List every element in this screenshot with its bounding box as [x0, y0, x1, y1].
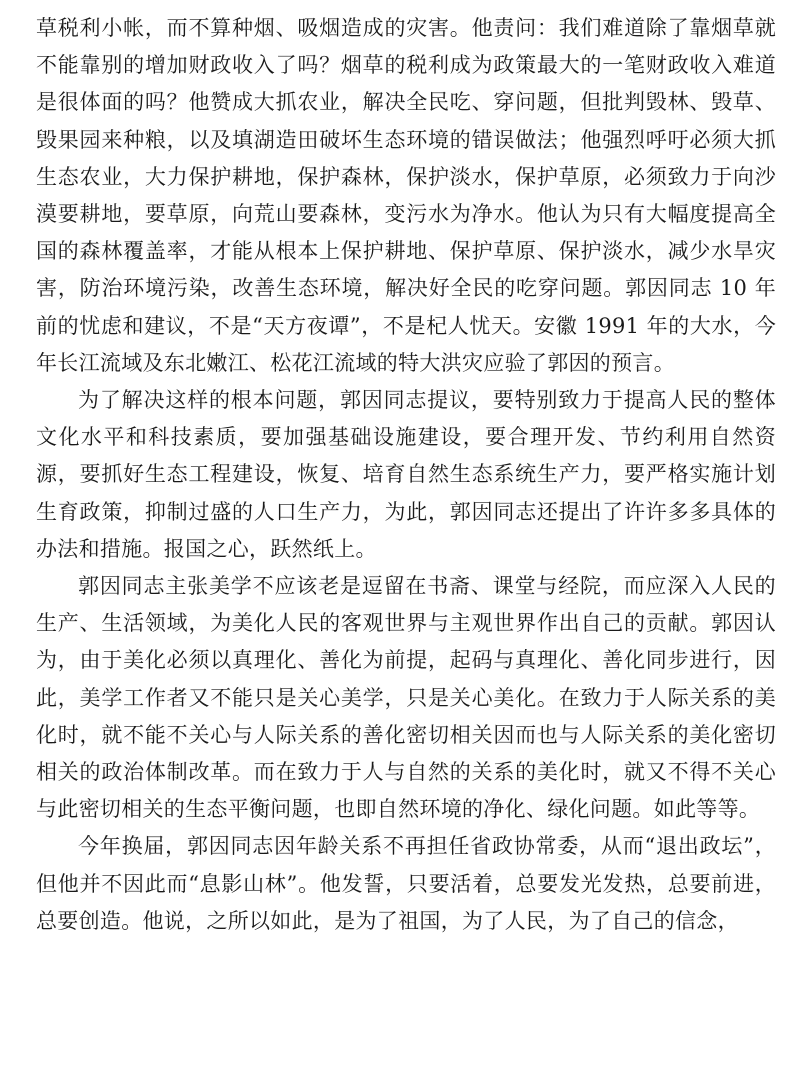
document-page — [36, 10, 776, 940]
paragraph-proposals: 为了解决这样的根本问题，郭因同志提议，要特别致力于提高人民的整体文化水平和科技素质，要加强基础设施建设，要合理开发、节约利用自然资源，要抓好生态工程建设，恢复、培育自然生态系统生产力，要严格实施计划生育政策，抑制过盛的人口生产力，为此，郭因同志还提出了许许多多具体的办法和措施。报国之心，跃然纸上。 — [36, 388, 776, 561]
paragraph-continued: 草税利小帐，而不算种烟、吸烟造成的灾害。他责问：我们难道除了靠烟草就不能靠别的增加财政收入了吗？烟草的税利成为政策最大的一笔财政收入难道是很体面的吗？他赞成大抓农业，解决全民吃、穿问题，但批判毁林、毁草、毁果园来种粮，以及填湖造田破坏生态环境的错误做法；他强烈呼吁必须大抓生态农业，大力保护耕地，保护森林，保护淡水，保护草原，必须致力于向沙漠要耕地，要草原，向荒山要森林，变污水为净水。他认为只有大幅度提高全国的森林覆盖率，才能从根本上保护耕地、保护草原、保护淡水，减少水旱灾害，防治环境污染，改善生态环境，解决好全民的吃穿问题。郭因同志 10 年前的忧虑和建议，不是“天方夜谭”，不是杞人忧天。安徽 1991 年的大水，今年长江流域及东北嫩江、松花江流域的特大洪灾应验了郭因的预言。 — [36, 16, 776, 375]
paragraph-retirement: 今年换届，郭因同志因年龄关系不再担任省政协常委，从而“退出政坛”，但他并不因此而“息影山林”。他发誓，只要活着，总要发光发热，总要前进，总要创造。他说，之所以如此，是为了祖国，为了人民，为了自己的信念， — [36, 834, 776, 933]
paragraph-aesthetics: 郭因同志主张美学不应该老是逗留在书斋、课堂与经院，而应深入人民的生产、生活领域，为美化人民的客观世界与主观世界作出自己的贡献。郭因认为，由于美化必须以真理化、善化为前提，起码与真理化、善化同步进行，因此，美学工作者又不能只是关心美学，只是关心美化。在致力于人际关系的美化时，就不能不关心与人际关系的善化密切相关因而也与人际关系的美化密切相关的政治体制改革。而在致力于人与自然的关系的美化时，就又不得不关心与此密切相关的生态平衡问题，也即自然环境的净化、绿化问题。如此等等。 — [36, 574, 776, 822]
